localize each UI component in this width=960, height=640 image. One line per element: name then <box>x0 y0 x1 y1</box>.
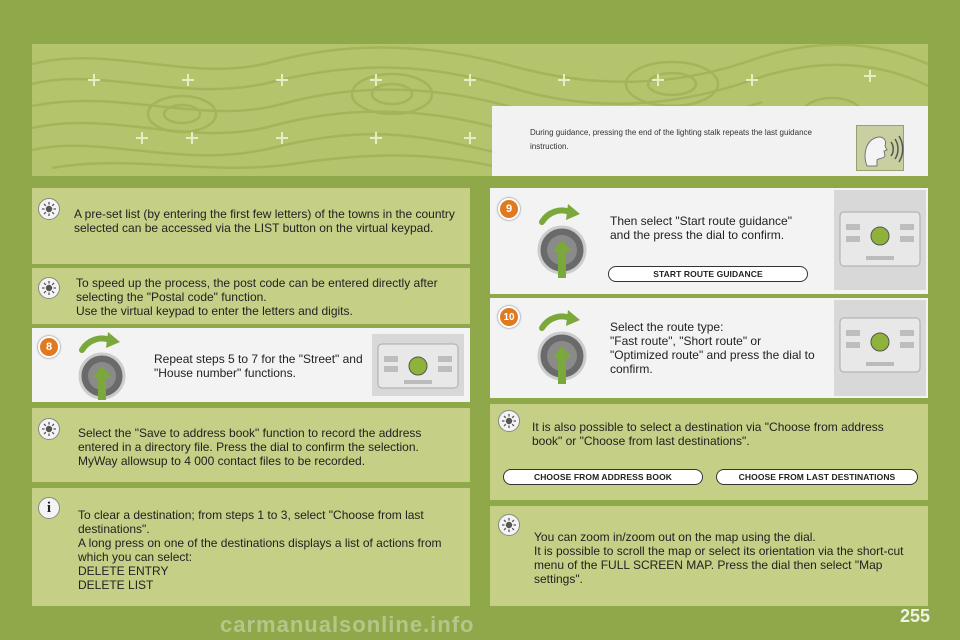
tip-text-address-book <box>78 426 462 468</box>
info-text-clear-destination <box>78 508 464 592</box>
dial-rotate-icon <box>70 330 134 404</box>
watermark-text: carmanualsonline.info <box>220 612 475 637</box>
step-8-text: Repeat steps 5 to 7 for the "Street" and "House number" functions. <box>154 352 363 380</box>
radio-unit-image <box>834 190 926 290</box>
bulb-icon <box>38 418 60 440</box>
voice-head-icon <box>856 125 904 171</box>
start-route-guidance-button[interactable]: START ROUTE GUIDANCE <box>608 266 808 282</box>
tip-map-zoom-line1: You can zoom in/zoom out on the map using the dial. <box>534 530 816 544</box>
tip-post-code-line1: To speed up the process, the post code can be entered directly after selecting the "Postal code" function. <box>76 276 438 304</box>
radio-unit-image <box>372 334 464 396</box>
radio-unit-image <box>834 300 926 396</box>
bulb-icon <box>38 277 60 299</box>
info-line1: To clear a destination; from steps 1 to 3, select "Choose from last destinations". <box>78 508 424 536</box>
dial-rotate-icon <box>530 306 594 386</box>
tip-address-book-line2: MyWay allowsup to 4 000 contact files to be recorded. <box>78 454 366 468</box>
step-10-badge: 10 <box>498 306 520 328</box>
info-line2: A long press on one of the destinations displays a list of actions from which you can select: <box>78 536 442 564</box>
tip-panel-choose-destination <box>490 404 928 500</box>
tip-post-code-line2: Use the virtual keypad to enter the letters and digits. <box>76 304 353 318</box>
page-number: 255 <box>899 606 930 626</box>
tip-text-map-zoom <box>534 530 914 586</box>
step-8-badge: 8 <box>38 336 60 358</box>
choose-from-address-book-button[interactable]: CHOOSE FROM ADDRESS BOOK <box>503 469 703 485</box>
tip-map-zoom-line2: It is possible to scroll the map or select its orientation via the short-cut menu of the FULL SCREEN MAP. Press the dial then select "Map settings". <box>534 544 904 586</box>
step-10-line1: Select the route type: <box>610 320 724 334</box>
step-9-text: Then select "Start route guidance" and the press the dial to confirm. <box>610 214 792 242</box>
bulb-icon <box>498 410 520 432</box>
step-9-badge: 9 <box>498 198 520 220</box>
choose-from-last-destinations-button[interactable]: CHOOSE FROM LAST DESTINATIONS <box>716 469 918 485</box>
bulb-icon <box>498 514 520 536</box>
info-line3: DELETE ENTRY <box>78 564 169 578</box>
tip-text-choose-destination: It is also possible to select a destination via "Choose from address book" or "Choose from last destinations". <box>532 420 884 448</box>
step-10-text <box>610 320 820 376</box>
bulb-icon <box>38 198 60 220</box>
info-line4: DELETE LIST <box>78 578 154 592</box>
tip-text-post-code <box>76 276 464 318</box>
info-icon: i <box>38 497 60 519</box>
tip-address-book-line1: Select the "Save to address book" function to record the address entered in a directory file. Press the dial to confirm the selection. <box>78 426 422 454</box>
step-10-line2: "Fast route", "Short route" or "Optimized route" and press the dial to confirm. <box>610 334 815 376</box>
tip-text-town-list: A pre-set list (by entering the first few letters) of the towns in the country selected can be accessed via the LIST button on the virtual keypad. <box>74 207 455 235</box>
dial-rotate-icon <box>530 200 594 280</box>
guidance-note-text: During guidance, pressing the end of the lighting stalk repeats the last guidance instruction. <box>530 128 812 151</box>
